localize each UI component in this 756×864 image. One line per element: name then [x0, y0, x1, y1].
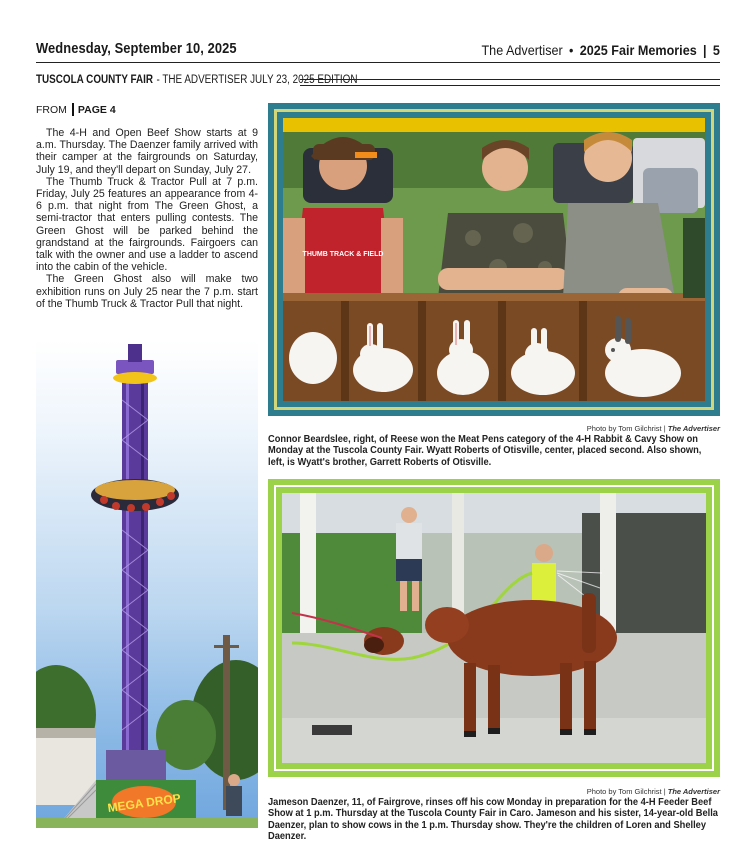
shirt-text: THUMB TRACK & FIELD [302, 251, 384, 258]
section-double-rule [300, 79, 720, 86]
credit-publication: The Advertiser [667, 787, 720, 796]
cow-rinse-illustration [282, 493, 706, 763]
cow-rinse-photo [282, 493, 706, 763]
article-paragraph: The 4-H and Open Beef Show starts at 9 a.m. Thursday. The Daenzer family arrived with their camper at the fairgrounds on Saturday, July 19, and they'll depart on Sunday, July 27. [36, 127, 258, 176]
jump-divider [72, 103, 74, 116]
cow-photo-frame [268, 479, 720, 777]
cow-photo-caption: Jameson Daenzer, 11, of Fairgrove, rinses off his cow Monday in preparation for the 4-H Feeder Beef Show at 1 p.m. Thursday at the Tuscola County Fair in Caro. Jameson and his sister, 14-year-old Bella Daenzer, plan to show cows in the 1 p.m. Thursday show. They're the children of Loren and Shelley Daenzer. [268, 797, 718, 843]
ride-sign-text: MEGA DROP [106, 790, 182, 816]
page-date: Wednesday, September 10, 2025 [36, 40, 237, 57]
section-title: 2025 Fair Memories [579, 42, 697, 58]
credit-prefix: Photo by Tom Gilchrist | [586, 424, 666, 433]
rabbit-photo-caption: Connor Beardslee, right, of Reese won the Meat Pens category of the 4-H Rabbit & Cavy Show on Monday at the Tuscola County Fair. Wyatt Roberts of Otisville, center, placed second. Also shown, left, is Wyatt's brother, Garrett Roberts of Otisville. [268, 434, 702, 468]
article-paragraph: The Thumb Truck & Tractor Pull at 7 p.m. Friday, July 25 features an appearance from 4-6 p.m. that night from The Green Ghost, a semi-tractor that enters pulling contests. The Green Ghost will be parked behind the grandstand at the fairgrounds. Fairgoers can talk with the owner and use a ladder to ascend into the cabin of the vehicle. [36, 175, 258, 274]
jump-page: PAGE 4 [77, 103, 116, 116]
jump-line [36, 103, 116, 116]
credit-publication: The Advertiser [667, 424, 720, 433]
cow-photo-credit [268, 787, 720, 796]
article-paragraph: The Green Ghost also will make two exhibition runs on July 25 near the 7 p.m. start of the Thumb Truck & Tractor Pull that night. [36, 273, 258, 310]
rabbit-show-photo [283, 118, 705, 401]
jump-from: FROM [36, 103, 67, 116]
page-header-right [482, 42, 720, 58]
header-dot: • [569, 42, 574, 58]
rabbit-show-illustration [283, 118, 705, 401]
publication-name: The Advertiser [481, 42, 563, 58]
credit-prefix: Photo by Tom Gilchrist | [586, 787, 666, 796]
masthead-rule [36, 62, 720, 63]
section-edition: - THE ADVERTISER JULY 23, 2025 EDITION [156, 74, 358, 86]
drop-tower-photo [36, 340, 258, 828]
header-separator: | [703, 42, 707, 58]
rabbit-photo-credit [268, 424, 720, 433]
drop-tower-illustration [36, 340, 258, 828]
article-body [36, 127, 258, 310]
rabbit-photo-frame [268, 103, 720, 416]
page-number: 5 [712, 42, 720, 58]
section-label: TUSCOLA COUNTY FAIR [36, 74, 154, 86]
